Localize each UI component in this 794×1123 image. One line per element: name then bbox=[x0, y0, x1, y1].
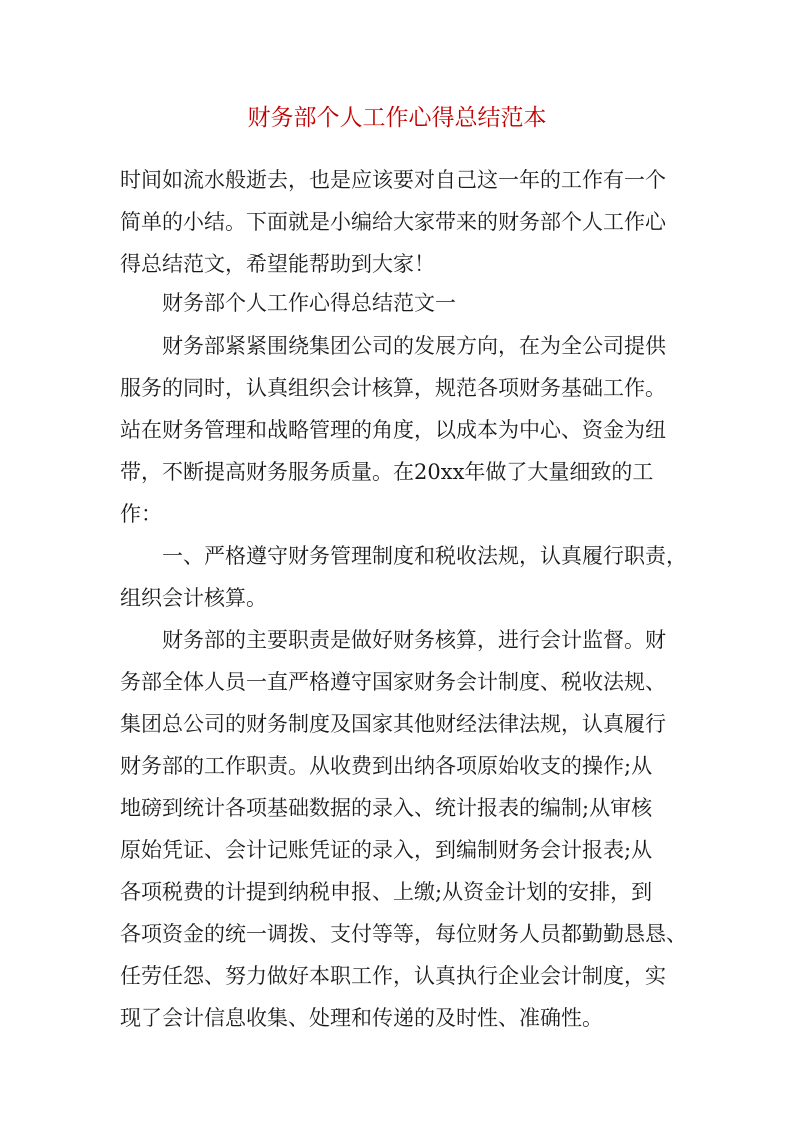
paragraph-line: 各项税费的计提到纳税申报、上缴;从资金计划的安排，到 bbox=[120, 880, 653, 904]
paragraph-line: 各项资金的统一调拨、支付等等，每位财务人员都勤勤恳恳、 bbox=[120, 922, 687, 946]
paragraph-line: 任劳任怨、努力做好本职工作，认真执行企业会计制度，实 bbox=[120, 964, 666, 988]
document-title: 财务部个人工作心得总结范本 bbox=[247, 105, 547, 131]
numbered-heading-continuation: 组织会计核算。 bbox=[120, 586, 267, 610]
paragraph-line: 作： bbox=[120, 502, 162, 526]
paragraph-line: 务部全体人员一直严格遵守国家财务会计制度、税收法规、 bbox=[120, 670, 666, 694]
paragraph-line: 集团总公司的财务制度及国家其他财经法律法规，认真履行 bbox=[120, 712, 666, 736]
paragraph-line: 财务部的工作职责。从收费到出纳各项原始收支的操作;从 bbox=[120, 754, 653, 778]
paragraph-line: 站在财务管理和战略管理的角度，以成本为中心、资金为纽 bbox=[120, 418, 666, 442]
paragraph-line: 现了会计信息收集、处理和传递的及时性、准确性。 bbox=[120, 1006, 603, 1030]
paragraph-line: 带，不断提高财务服务质量。在20xx年做了大量细致的工 bbox=[120, 460, 654, 484]
paragraph-line: 时间如流水般逝去，也是应该要对自己这一年的工作有一个 bbox=[120, 168, 666, 192]
paragraph-line: 地磅到统计各项基础数据的录入、统计报表的编制;从审核 bbox=[120, 796, 653, 820]
numbered-heading: 一、严格遵守财务管理制度和税收法规，认真履行职责， bbox=[162, 544, 687, 568]
section-heading: 财务部个人工作心得总结范文一 bbox=[162, 291, 456, 315]
paragraph-line: 服务的同时，认真组织会计核算，规范各项财务基础工作。 bbox=[120, 376, 666, 400]
paragraph-line: 财务部的主要职责是做好财务核算，进行会计监督。财 bbox=[162, 628, 666, 652]
paragraph-line: 得总结范文，希望能帮助到大家！ bbox=[120, 252, 435, 276]
paragraph-line: 财务部紧紧围绕集团公司的发展方向，在为全公司提供 bbox=[162, 334, 666, 358]
paragraph-line: 原始凭证、会计记账凭证的录入，到编制财务会计报表;从 bbox=[120, 838, 653, 862]
paragraph-line: 简单的小结。下面就是小编给大家带来的财务部个人工作心 bbox=[120, 210, 666, 234]
